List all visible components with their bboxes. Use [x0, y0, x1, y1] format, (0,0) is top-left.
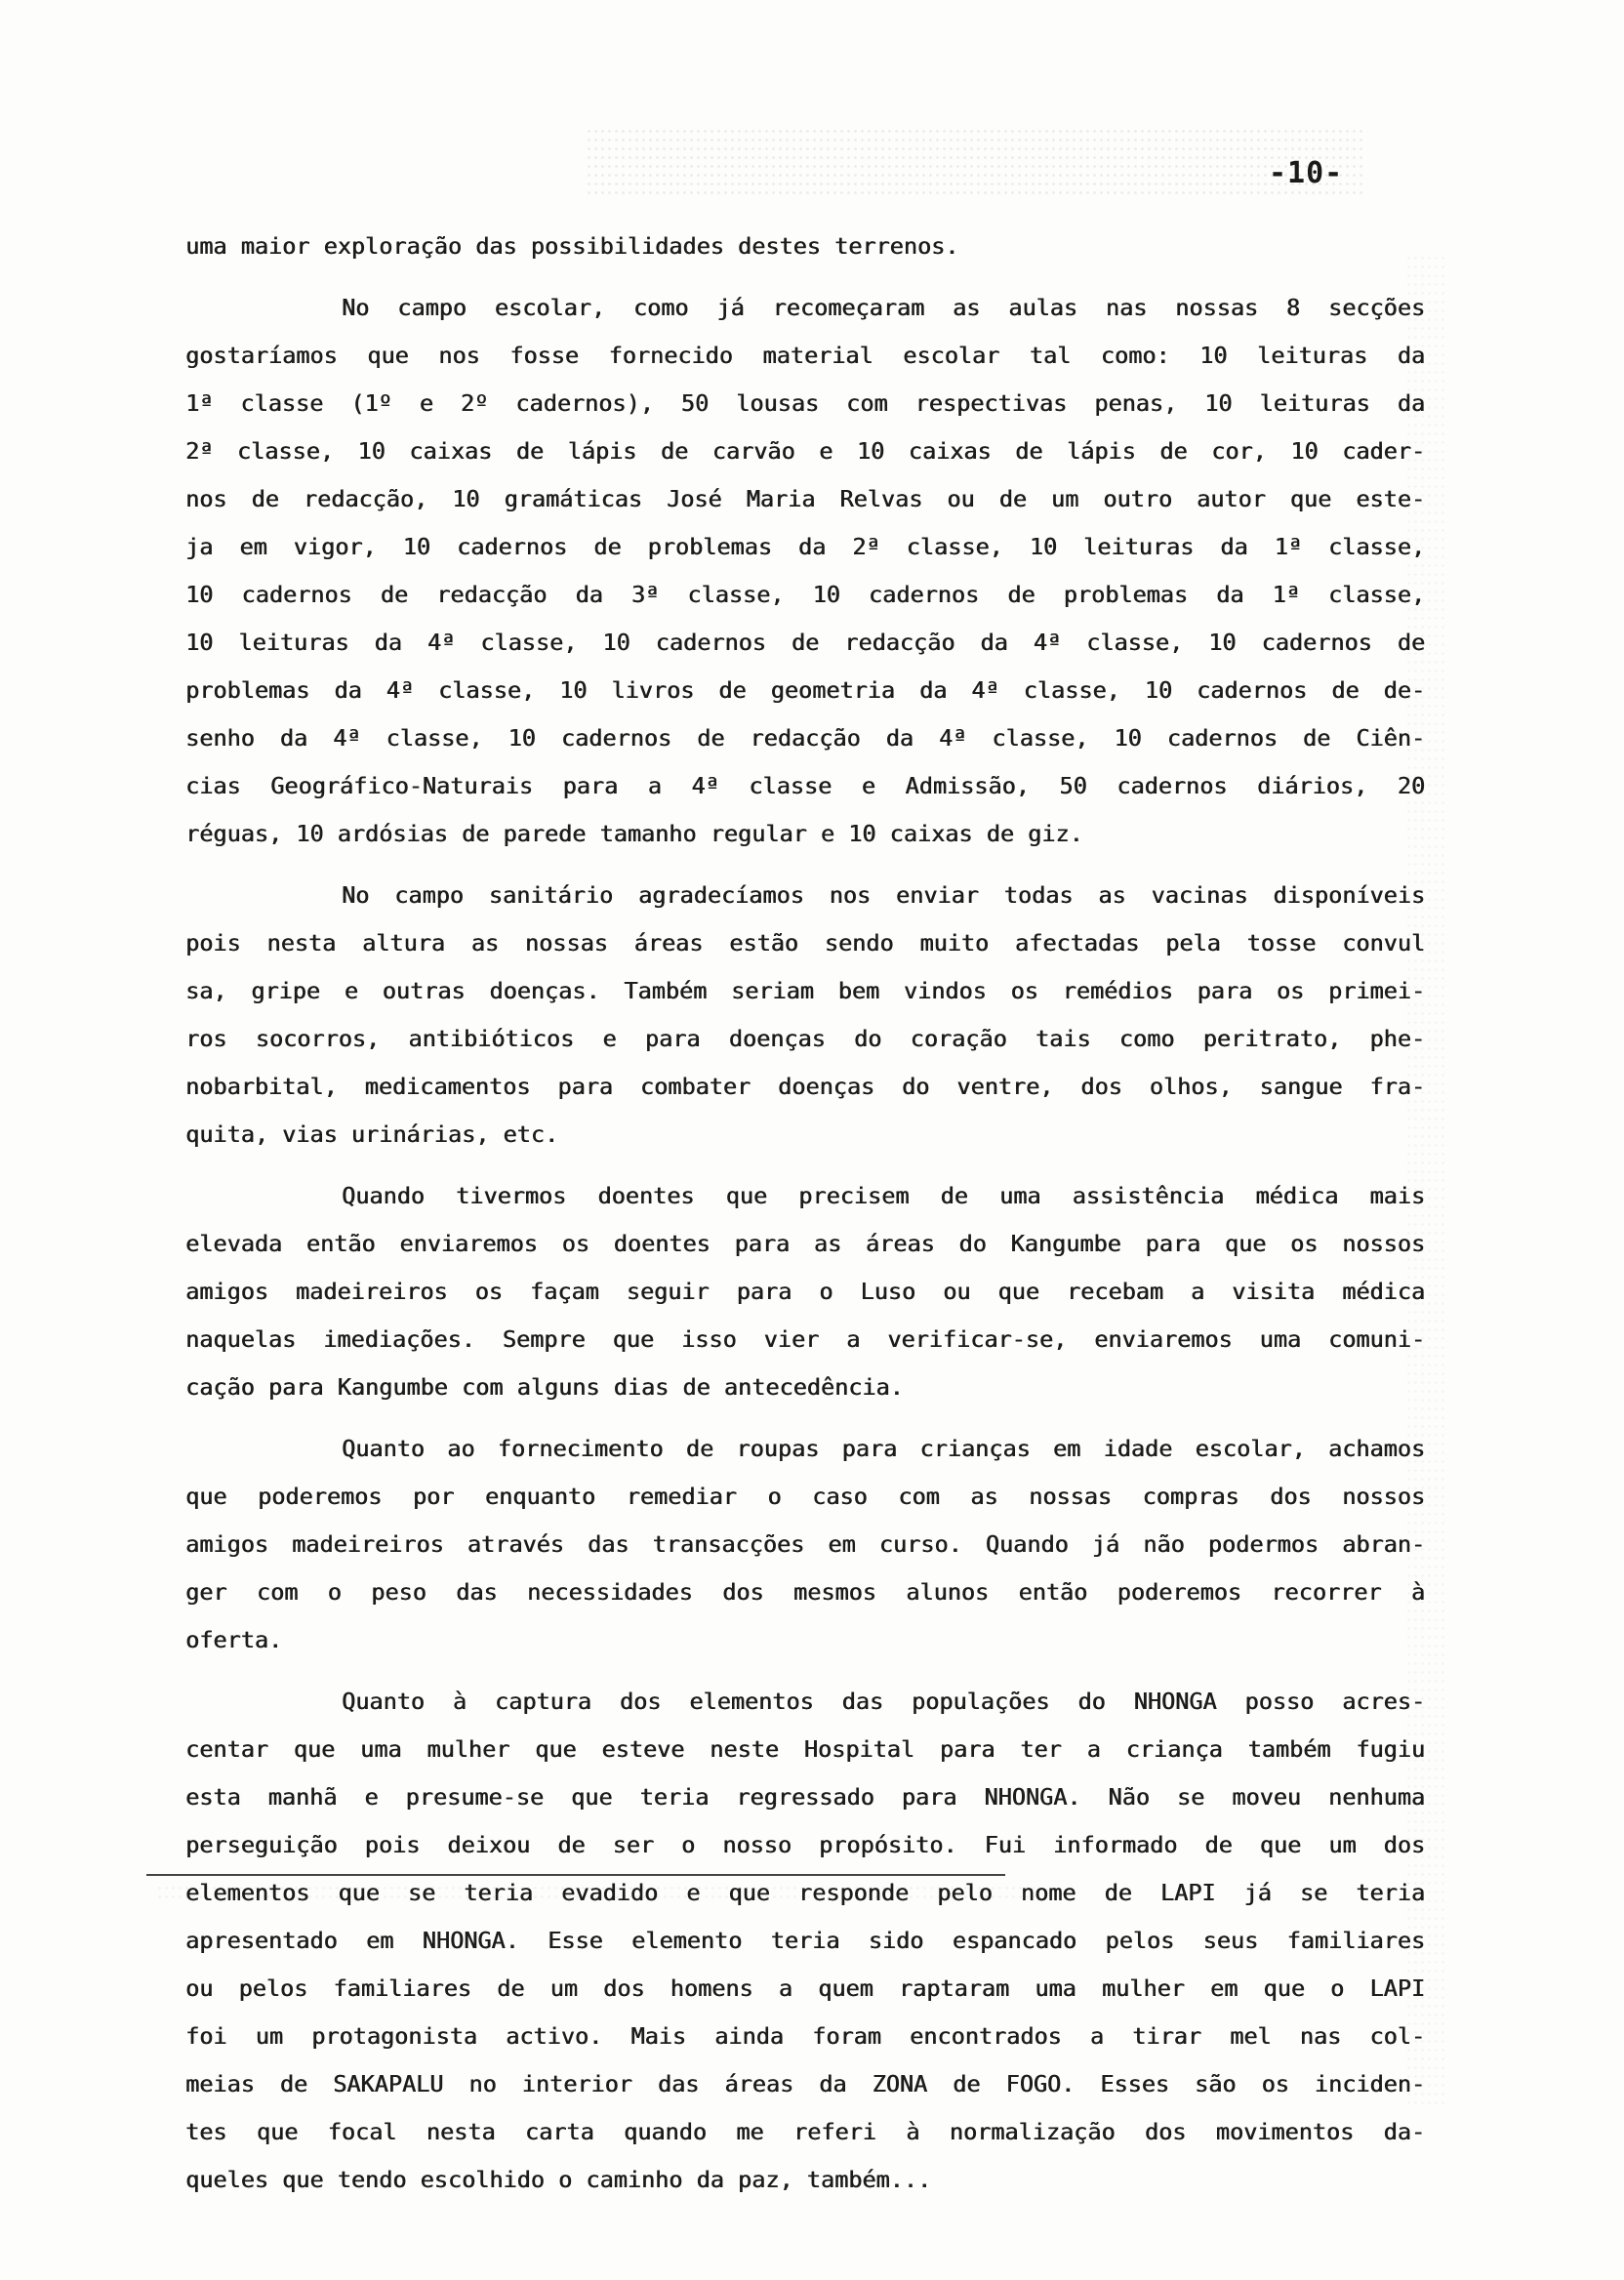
text-line: meias de SAKAPALU no interior das áreas da ZONA de FOGO. Esses são os inciden-: [185, 2070, 1425, 2097]
text-line: 10 cadernos de redacção da 3ª classe, 10 cadernos de problemas da 1ª classe,: [185, 581, 1425, 608]
paragraph-gap: [185, 270, 1425, 284]
page-number: -10-: [1269, 156, 1344, 190]
paragraph-gap: [185, 1159, 1425, 1172]
paragraph: [185, 1172, 1425, 1411]
text-line: 2ª classe, 10 caixas de lápis de carvão e 10 caixas de lápis de cor, 10 cader-: [185, 437, 1425, 465]
document-body: [185, 223, 1425, 2204]
text-line: perseguição pois deixou de ser o nosso propósito. Fui informado de que um dos: [185, 1831, 1425, 1858]
text-line: Quando tivermos doentes que precisem de uma assistência médica mais: [342, 1182, 1425, 1209]
text-line: amigos madeireiros através das transacções em curso. Quando já não podermos abran-: [185, 1530, 1425, 1558]
paragraph: [185, 872, 1425, 1159]
text-line: nobarbital, medicamentos para combater doenças do ventre, dos olhos, sangue fra-: [185, 1073, 1425, 1100]
text-line: Quanto à captura dos elementos das populações do NHONGA posso acres-: [342, 1688, 1425, 1715]
text-line: No campo escolar, como já recomeçaram as aulas nas nossas 8 secções: [342, 294, 1425, 321]
text-line: queles que tendo escolhido o caminho da paz, também...: [185, 2166, 932, 2193]
scan-noise-top: [586, 127, 1366, 195]
text-line: que poderemos por enquanto remediar o caso com as nossas compras dos nossos: [185, 1483, 1425, 1510]
text-line: ou pelos familiares de um dos homens a quem raptaram uma mulher em que o LAPI: [185, 1975, 1425, 2002]
text-line: elevada então enviaremos os doentes para as áreas do Kangumbe para que os nossos: [185, 1230, 1425, 1257]
text-line: oferta.: [185, 1626, 283, 1653]
text-line: cação para Kangumbe com alguns dias de antecedência.: [185, 1373, 904, 1401]
handwritten-underline: [146, 1874, 1005, 1876]
text-line: 1ª classe (1º e 2º cadernos), 50 lousas com respectivas penas, 10 leituras da: [185, 389, 1425, 417]
text-line: amigos madeireiros os façam seguir para o Luso ou que recebam a visita médica: [185, 1278, 1425, 1305]
text-line: pois nesta altura as nossas áreas estão sendo muito afectadas pela tosse convul: [185, 929, 1425, 957]
text-line: gostaríamos que nos fosse fornecido material escolar tal como: 10 leituras da: [185, 342, 1425, 369]
paragraph: [185, 284, 1425, 858]
text-line: uma maior exploração das possibilidades destes terrenos.: [185, 232, 959, 260]
text-line: ja em vigor, 10 cadernos de problemas da 2ª classe, 10 leituras da 1ª classe,: [185, 533, 1425, 560]
paragraph-gap: [185, 858, 1425, 872]
text-line: cias Geográfico-Naturais para a 4ª classe e Admissão, 50 cadernos diários, 20: [185, 772, 1425, 799]
paragraph: [185, 1678, 1425, 2204]
paragraph: [185, 1425, 1425, 1664]
text-line: No campo sanitário agradecíamos nos enviar todas as vacinas disponíveis: [342, 881, 1425, 909]
text-line: naquelas imediações. Sempre que isso vier a verificar-se, enviaremos uma comuni-: [185, 1325, 1425, 1353]
text-line: réguas, 10 ardósias de parede tamanho regular e 10 caixas de giz.: [185, 820, 1083, 847]
text-line: ros socorros, antibióticos e para doenças do coração tais como peritrato, phe-: [185, 1025, 1425, 1052]
text-line: elementos que se teria evadido e que responde pelo nome de LAPI já se teria: [185, 1879, 1425, 1906]
text-line: ger com o peso das necessidades dos mesmos alunos então poderemos recorrer à: [185, 1578, 1425, 1606]
paragraph: [185, 223, 1425, 270]
text-line: apresentado em NHONGA. Esse elemento teria sido espancado pelos seus familiares: [185, 1927, 1425, 1954]
text-line: esta manhã e presume-se que teria regressado para NHONGA. Não se moveu nenhuma: [185, 1783, 1425, 1811]
paragraph-gap: [185, 1411, 1425, 1425]
text-line: nos de redacção, 10 gramáticas José Maria Relvas ou de um outro autor que este-: [185, 485, 1425, 512]
text-line: centar que uma mulher que esteve neste Hospital para ter a criança também fugiu: [185, 1735, 1425, 1763]
text-line: problemas da 4ª classe, 10 livros de geometria da 4ª classe, 10 cadernos de de-: [185, 676, 1425, 704]
text-line: tes que focal nesta carta quando me referi à normalização dos movimentos da-: [185, 2118, 1425, 2145]
text-line: 10 leituras da 4ª classe, 10 cadernos de redacção da 4ª classe, 10 cadernos de: [185, 629, 1425, 656]
text-line: Quanto ao fornecimento de roupas para crianças em idade escolar, achamos: [342, 1435, 1425, 1462]
paragraph-gap: [185, 1664, 1425, 1678]
text-line: sa, gripe e outras doenças. Também seriam bem vindos os remédios para os primei-: [185, 977, 1425, 1004]
text-line: quita, vias urinárias, etc.: [185, 1120, 559, 1148]
text-line: foi um protagonista activo. Mais ainda foram encontrados a tirar mel nas col-: [185, 2022, 1425, 2050]
text-line: senho da 4ª classe, 10 cadernos de redacção da 4ª classe, 10 cadernos de Ciên-: [185, 724, 1425, 752]
